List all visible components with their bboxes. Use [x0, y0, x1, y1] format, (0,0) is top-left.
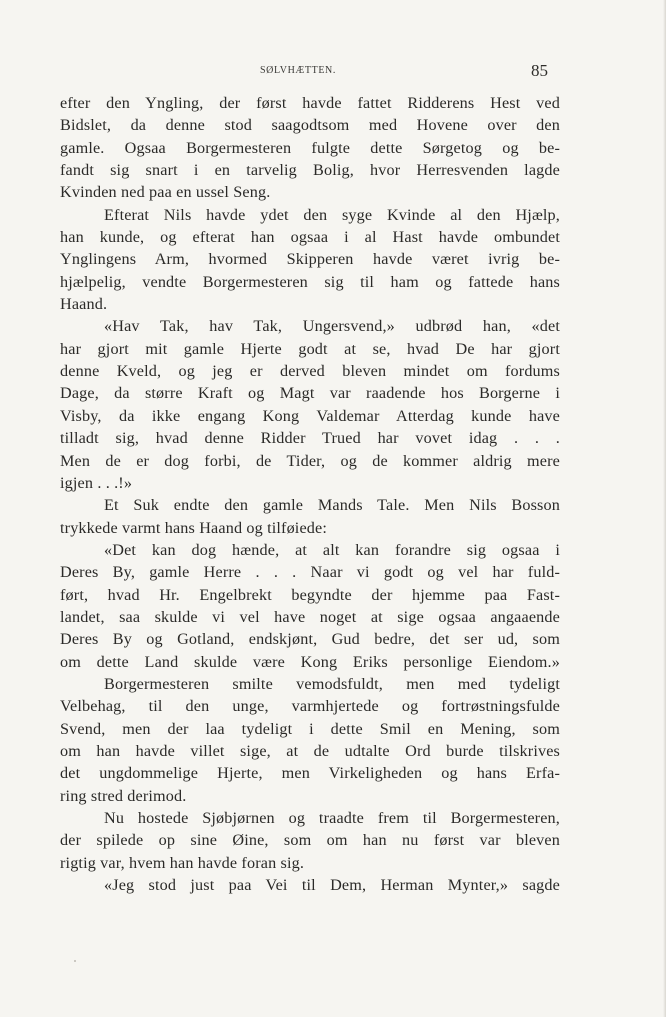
text-line: Deres By, gamle Herre . . . Naar vi godt og vel har fuld-: [60, 563, 560, 582]
text-line: trykkede varmt hans Haand og tilføiede:: [60, 518, 328, 537]
text-line: Men de er dog forbi, de Tider, og de kommer aldrig mere: [60, 451, 560, 470]
text-line: der spilede op sine Øine, som om han nu først var bleven: [60, 831, 560, 850]
page-number: 85: [531, 61, 548, 80]
paper-speck: [74, 960, 76, 962]
text-line: fandt sig snart i en tarvelig Bolig, hvor Herresvenden lagde: [60, 161, 560, 180]
text-line: «Det kan dog hænde, at alt kan forandre sig ogsaa i: [104, 540, 560, 559]
text-line: har gjort mit gamle Hjerte godt at se, hvad De har gjort: [60, 339, 560, 358]
text-line: Dage, da større Kraft og Magt var raadende hos Borgerne i: [60, 384, 560, 403]
running-title: SØLVHÆTTEN.: [260, 65, 336, 76]
text-line: «Jeg stod just paa Vei til Dem, Herman Mynter,» sagde: [104, 876, 560, 895]
text-line: Bidslet, da denne stod saagodtsom med Hovene over den: [60, 116, 560, 135]
text-line: han kunde, og efterat han ogsaa i al Hast havde ombundet: [60, 228, 560, 247]
text-line: Kvinden ned paa en ussel Seng.: [60, 183, 271, 202]
text-line: Deres By og Gotland, endskjønt, Gud bedre, det ser ud, som: [60, 630, 560, 649]
body-text: [60, 92, 560, 896]
text-line: Svend, men der laa tydeligt i dette Smil en Mening, som: [60, 719, 560, 738]
text-line: Visby, da ikke engang Kong Valdemar Atterdag kunde have: [60, 406, 560, 425]
text-line: landet, saa skulde vi vel have noget at sige ogsaa angaaende: [60, 607, 560, 626]
text-line: Nu hostede Sjøbjørnen og traadte frem til Borgermesteren,: [104, 809, 560, 827]
text-line: Ynglingens Arm, hvormed Skipperen havde været ivrig be-: [60, 250, 560, 269]
text-line: Efterat Nils havde ydet den syge Kvinde al den Hjælp,: [104, 205, 560, 224]
text-line: tilladt sig, hvad denne Ridder Trued har vovet idag . . .: [60, 429, 560, 448]
text-line: efter den Yngling, der først havde fattet Ridderens Hest ved: [60, 94, 560, 112]
text-line: om dette Land skulde være Kong Eriks personlige Eiendom.»: [60, 652, 560, 671]
text-line: hjælpelig, vendte Borgermesteren sig til ham og fattede hans: [60, 272, 560, 291]
text-line: «Hav Tak, hav Tak, Ungersvend,» udbrød han, «det: [104, 317, 560, 336]
text-line: rigtig var, hvem han havde foran sig.: [60, 853, 305, 872]
text-line: det ungdommelige Hjerte, men Virkeligheden og hans Erfa-: [60, 764, 560, 783]
text-line: ført, hvad Hr. Engelbrekt begyndte der hjemme paa Fast-: [60, 585, 560, 604]
text-line: igjen . . .!»: [60, 473, 133, 492]
text-line: denne Kveld, og jeg er derved bleven mindet om fordums: [60, 362, 560, 381]
text-line: gamle. Ogsaa Borgermesteren fulgte dette Sørgetog og be-: [60, 138, 560, 157]
text-line: Borgermesteren smilte vemodsfuldt, men med tydeligt: [104, 674, 560, 693]
text-line: ring stred derimod.: [60, 786, 187, 805]
running-head: [0, 61, 666, 80]
text-line: om han havde villet sige, at de udtalte Ord burde tilskrives: [60, 741, 560, 760]
text-line: Haand.: [60, 295, 108, 314]
text-line: Et Suk endte den gamle Mands Tale. Men Nils Bosson: [104, 496, 560, 515]
text-line: Velbehag, til den unge, varmhjertede og fortrøstningsfulde: [60, 697, 560, 716]
